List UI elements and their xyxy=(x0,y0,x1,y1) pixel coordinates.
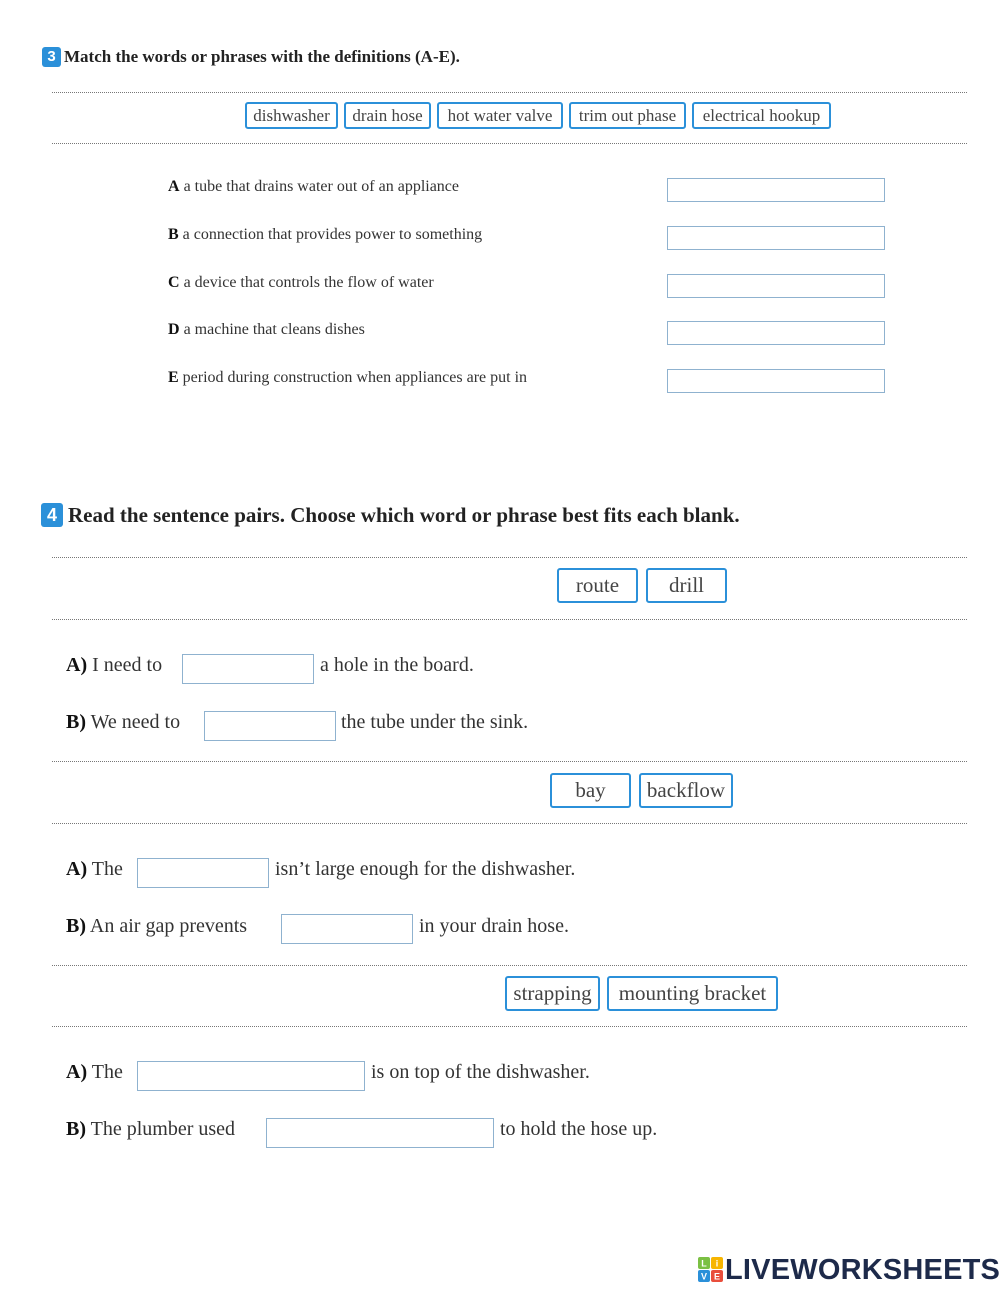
sentence-label: B) xyxy=(66,915,86,937)
definition-text: a connection that provides power to something xyxy=(182,226,483,243)
sentence-3b-start xyxy=(66,1118,235,1141)
word-chip-bay[interactable]: bay xyxy=(550,773,631,808)
definition-text: a device that controls the flow of water xyxy=(183,274,434,291)
word-chip-drain-hose[interactable]: drain hose xyxy=(344,102,431,129)
liveworksheets-logo xyxy=(698,1254,1000,1286)
sentence-text: I need to xyxy=(92,654,163,676)
definition-letter: C xyxy=(168,274,180,291)
definition-a xyxy=(168,178,459,196)
divider xyxy=(52,143,967,144)
liveworksheets-logo-text: LIVEWORKSHEETS xyxy=(725,1253,1000,1286)
sentence-text: The xyxy=(91,858,123,880)
sentence-3a-start xyxy=(66,1061,123,1084)
definition-text: a machine that cleans dishes xyxy=(183,321,365,338)
exercise-4-instruction: Read the sentence pairs. Choose which word or phrase best fits each blank. xyxy=(68,503,740,527)
sentence-label: B) xyxy=(66,1118,86,1140)
sentence-text: We need to xyxy=(90,711,181,733)
word-chip-hot-water-valve[interactable]: hot water valve xyxy=(437,102,563,129)
sentence-3b-end: to hold the hose up. xyxy=(500,1118,658,1140)
answer-field-c[interactable] xyxy=(667,274,885,298)
answer-field-a[interactable] xyxy=(667,178,885,202)
sentence-label: B) xyxy=(66,711,86,733)
sentence-1b-end: the tube under the sink. xyxy=(341,711,529,733)
sentence-3a-end: is on top of the dishwasher. xyxy=(371,1061,590,1083)
definition-letter: D xyxy=(168,321,180,338)
word-chip-strapping[interactable]: strapping xyxy=(505,976,600,1011)
sentence-1a-end: a hole in the board. xyxy=(320,654,474,676)
sentence-text: An air gap prevents xyxy=(89,915,248,937)
answer-field-e[interactable] xyxy=(667,369,885,393)
blank-2b[interactable] xyxy=(281,914,413,944)
answer-field-d[interactable] xyxy=(667,321,885,345)
sentence-text: The xyxy=(91,1061,123,1083)
divider xyxy=(52,1026,967,1027)
word-chip-trim-out-phase[interactable]: trim out phase xyxy=(569,102,686,129)
blank-1a[interactable] xyxy=(182,654,314,684)
word-chip-drill[interactable]: drill xyxy=(646,568,727,603)
definition-d xyxy=(168,321,365,339)
sentence-2b-start xyxy=(66,915,247,938)
exercise-3-instruction: Match the words or phrases with the definitions (A-E). xyxy=(64,47,460,66)
word-chip-route[interactable]: route xyxy=(557,568,638,603)
divider xyxy=(52,761,967,762)
blank-2a[interactable] xyxy=(137,858,269,888)
divider xyxy=(52,965,967,966)
definition-text: period during construction when appliances are put in xyxy=(182,369,528,386)
logo-letter: E xyxy=(713,1271,721,1282)
divider xyxy=(52,557,967,558)
sentence-1a-start xyxy=(66,654,162,677)
definition-letter: A xyxy=(168,178,180,195)
blank-1b[interactable] xyxy=(204,711,336,741)
sentence-text: The plumber used xyxy=(90,1118,236,1140)
divider xyxy=(52,823,967,824)
word-chip-dishwasher[interactable]: dishwasher xyxy=(245,102,338,129)
logo-letter: V xyxy=(700,1271,708,1282)
definition-b xyxy=(168,226,482,244)
sentence-label: A) xyxy=(66,654,88,676)
sentence-2a-end: isn’t large enough for the dishwasher. xyxy=(275,858,576,880)
sentence-1b-start xyxy=(66,711,180,734)
word-chip-electrical-hookup[interactable]: electrical hookup xyxy=(692,102,831,129)
divider xyxy=(52,619,967,620)
liveworksheets-logo-icon xyxy=(698,1256,724,1284)
sentence-label: A) xyxy=(66,858,88,880)
answer-field-b[interactable] xyxy=(667,226,885,250)
sentence-2b-end: in your drain hose. xyxy=(419,915,569,937)
word-chip-backflow[interactable]: backflow xyxy=(639,773,733,808)
definition-c xyxy=(168,274,434,292)
definition-text: a tube that drains water out of an appliance xyxy=(183,178,460,195)
definition-letter: B xyxy=(168,226,179,243)
word-chip-mounting-bracket[interactable]: mounting bracket xyxy=(607,976,778,1011)
blank-3a[interactable] xyxy=(137,1061,365,1091)
logo-letter: i xyxy=(715,1258,719,1269)
definition-letter: E xyxy=(168,369,179,386)
sentence-label: A) xyxy=(66,1061,88,1083)
blank-3b[interactable] xyxy=(266,1118,494,1148)
definition-e xyxy=(168,369,527,387)
divider xyxy=(52,92,967,93)
sentence-2a-start xyxy=(66,858,123,881)
exercise-4-number-badge: 4 xyxy=(41,503,63,527)
logo-letter: L xyxy=(701,1258,707,1269)
exercise-3-number-badge: 3 xyxy=(42,47,61,67)
